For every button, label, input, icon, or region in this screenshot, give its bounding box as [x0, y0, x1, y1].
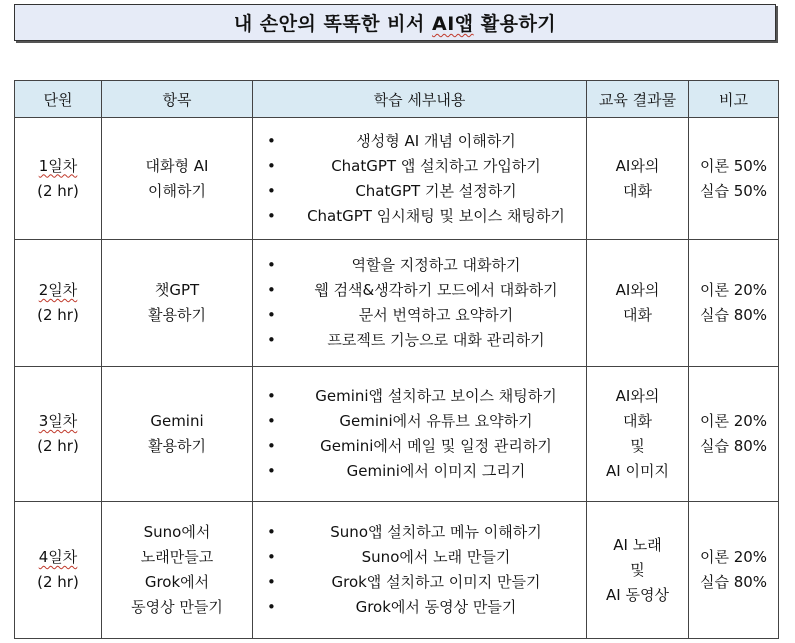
note-line: 실습 80%	[699, 573, 768, 591]
item-cell	[102, 502, 253, 639]
table-row	[15, 240, 779, 367]
header-outcome: 교육 결과물	[587, 81, 689, 118]
note-line: 이론 20%	[699, 548, 768, 566]
item-line: Suno에서	[143, 523, 211, 541]
header-details: 학습 세부내용	[253, 81, 587, 118]
title-suffix: 활용하기	[473, 13, 557, 35]
details-list	[265, 253, 585, 353]
table-row	[15, 502, 779, 639]
hours-label: (2 hr)	[37, 181, 79, 200]
day-label: 3일차	[38, 412, 78, 430]
title-prefix: 내 손안의 똑똑한 비서	[233, 13, 432, 35]
details-cell	[253, 118, 587, 240]
hours-label: (2 hr)	[37, 437, 79, 455]
outcome-line: AI와의	[615, 387, 660, 405]
list-item: • 프로젝트 기능으로 대화 관리하기	[265, 328, 585, 353]
details-list	[265, 129, 585, 229]
list-item: • Suno에서 노래 만들기	[265, 545, 585, 570]
item-line: Grok에서	[144, 573, 210, 591]
list-item: • 웹 검색&생각하기 모드에서 대화하기	[265, 278, 585, 303]
header-item: 항목	[102, 81, 253, 118]
item-line: 노래만들고	[140, 548, 214, 566]
hours-label: (2 hr)	[37, 306, 79, 324]
outcome-cell	[587, 502, 689, 639]
list-item: • Gemini앱 설치하고 보이스 채팅하기	[265, 384, 585, 409]
item-line: Gemini	[150, 412, 204, 430]
document-title	[14, 4, 776, 41]
note-line: 실습 50%	[699, 181, 768, 200]
title-ai-app: AI앱	[431, 13, 474, 35]
unit-cell	[15, 367, 102, 502]
unit-cell	[15, 502, 102, 639]
list-item: • 역할을 지정하고 대화하기	[265, 253, 585, 278]
item-line: 대화형 AI	[145, 156, 209, 175]
details-cell	[253, 367, 587, 502]
note-line: 이론 20%	[699, 412, 768, 430]
list-item: • ChatGPT 기본 설정하기	[265, 179, 585, 204]
details-list	[265, 520, 585, 620]
outcome-line: AI 이미지	[606, 462, 669, 480]
list-item: • Gemini에서 메일 및 일정 관리하기	[265, 434, 585, 459]
outcome-line: 및	[630, 560, 645, 579]
note-cell	[689, 502, 779, 639]
item-line: 동영상 만들기	[131, 598, 223, 616]
item-line: 이해하기	[148, 181, 206, 200]
table-row	[15, 118, 779, 240]
list-item: • Grok에서 동영상 만들기	[265, 595, 585, 620]
day-label: 1일차	[38, 156, 78, 175]
note-cell	[689, 118, 779, 240]
header-unit: 단원	[15, 81, 102, 118]
note-cell	[689, 240, 779, 367]
day-label: 4일차	[38, 548, 78, 566]
item-cell	[102, 240, 253, 367]
list-item: • ChatGPT 앱 설치하고 가입하기	[265, 154, 585, 179]
unit-cell	[15, 118, 102, 240]
list-item: • Gemini에서 이미지 그리기	[265, 459, 585, 484]
outcome-line: 및	[630, 437, 645, 455]
item-line: 챗GPT	[154, 281, 200, 299]
list-item: • 문서 번역하고 요약하기	[265, 303, 585, 328]
list-item: • Gemini에서 유튜브 요약하기	[265, 409, 585, 434]
unit-cell	[15, 240, 102, 367]
details-list	[265, 384, 585, 484]
details-cell	[253, 240, 587, 367]
day-label: 2일차	[38, 281, 78, 299]
item-line: 활용하기	[148, 437, 206, 455]
outcome-line: AI와의	[615, 281, 660, 299]
outcome-line: 대화	[623, 306, 652, 324]
table-row	[15, 367, 779, 502]
note-line: 실습 80%	[699, 437, 768, 455]
note-line: 실습 80%	[699, 306, 768, 324]
header-note: 비고	[689, 81, 779, 118]
note-line: 이론 20%	[699, 281, 768, 299]
outcome-line: AI 동영상	[606, 585, 669, 604]
outcome-line: AI 노래	[613, 535, 662, 554]
item-line: 활용하기	[148, 306, 206, 324]
outcome-line: 대화	[623, 181, 652, 200]
outcome-line: AI와의	[615, 156, 660, 175]
table-header-row	[15, 81, 779, 118]
item-cell	[102, 367, 253, 502]
list-item: • ChatGPT 임시채팅 및 보이스 채팅하기	[265, 204, 585, 229]
list-item: • 생성형 AI 개념 이해하기	[265, 129, 585, 154]
note-cell	[689, 367, 779, 502]
hours-label: (2 hr)	[37, 573, 79, 591]
curriculum-table	[14, 80, 779, 639]
list-item: • Suno앱 설치하고 메뉴 이해하기	[265, 520, 585, 545]
outcome-line: 대화	[623, 412, 652, 430]
outcome-cell	[587, 240, 689, 367]
outcome-cell	[587, 367, 689, 502]
note-line: 이론 50%	[699, 156, 768, 175]
list-item: • Grok앱 설치하고 이미지 만들기	[265, 570, 585, 595]
details-cell	[253, 502, 587, 639]
item-cell	[102, 118, 253, 240]
outcome-cell	[587, 118, 689, 240]
